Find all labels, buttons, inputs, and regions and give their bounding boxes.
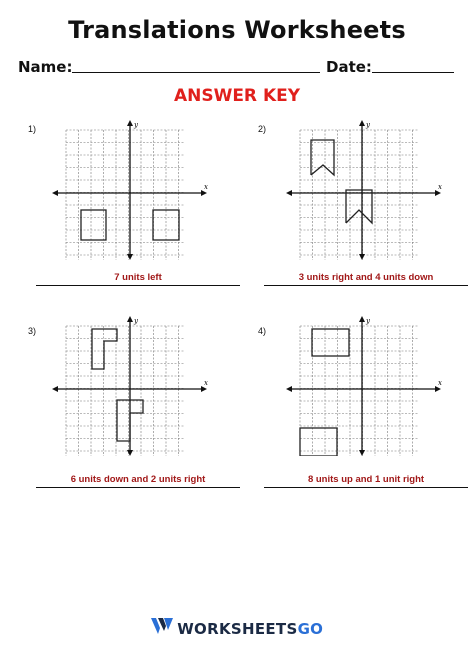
problem-4-answer-line — [264, 487, 468, 488]
x-axis-label: x — [204, 183, 208, 191]
problem-3-graph — [52, 316, 212, 456]
brand-name: WORKSHEETSGO — [177, 619, 324, 638]
y-axis-label: y — [134, 121, 138, 129]
problem-3-answer: 6 units down and 2 units right — [70, 474, 206, 485]
page-title: Translations Worksheets — [68, 16, 406, 44]
y-axis-label: y — [366, 121, 370, 129]
problem-4-number: 4) — [258, 326, 267, 336]
date-field[interactable] — [372, 72, 454, 73]
x-axis-label: x — [438, 379, 442, 387]
name-label: Name: — [18, 58, 73, 76]
x-axis-label: x — [438, 183, 442, 191]
problem-3-number: 3) — [28, 326, 37, 336]
problem-2-grid — [300, 130, 418, 260]
problem-4-axes — [286, 316, 442, 456]
problem-2-original-shape — [311, 140, 334, 175]
problem-1-original-shape — [81, 210, 106, 240]
x-axis-label: x — [204, 379, 208, 387]
date-label: Date: — [326, 58, 372, 76]
problem-3-original-shape — [92, 329, 117, 369]
answer-key-heading: ANSWER KEY — [173, 86, 301, 106]
problem-1-number: 1) — [28, 124, 37, 134]
problem-1-answer: 7 units left — [114, 272, 162, 283]
problem-4-answer: 8 units up and 1 unit right — [307, 474, 425, 485]
problem-1-answer-line — [36, 285, 240, 286]
problem-1-axes — [52, 120, 208, 260]
problem-2-answer-line — [264, 285, 468, 286]
y-axis-label: y — [134, 317, 138, 325]
footer-brand — [0, 618, 474, 639]
y-axis-label: y — [366, 317, 370, 325]
problem-2-number: 2) — [258, 124, 267, 134]
problem-4-graph — [286, 316, 446, 456]
problem-3-answer-line — [36, 487, 240, 488]
problem-4-image-shape — [312, 329, 349, 356]
problem-1-graph — [52, 120, 212, 260]
problem-2-graph — [286, 120, 446, 260]
problem-3-grid — [66, 326, 184, 456]
problem-4-original-shape — [300, 428, 337, 456]
worksheetsgo-logo-icon — [151, 618, 173, 639]
problem-2-answer: 3 units right and 4 units down — [298, 272, 434, 283]
problem-4-grid — [300, 326, 418, 456]
name-field[interactable] — [72, 72, 320, 73]
